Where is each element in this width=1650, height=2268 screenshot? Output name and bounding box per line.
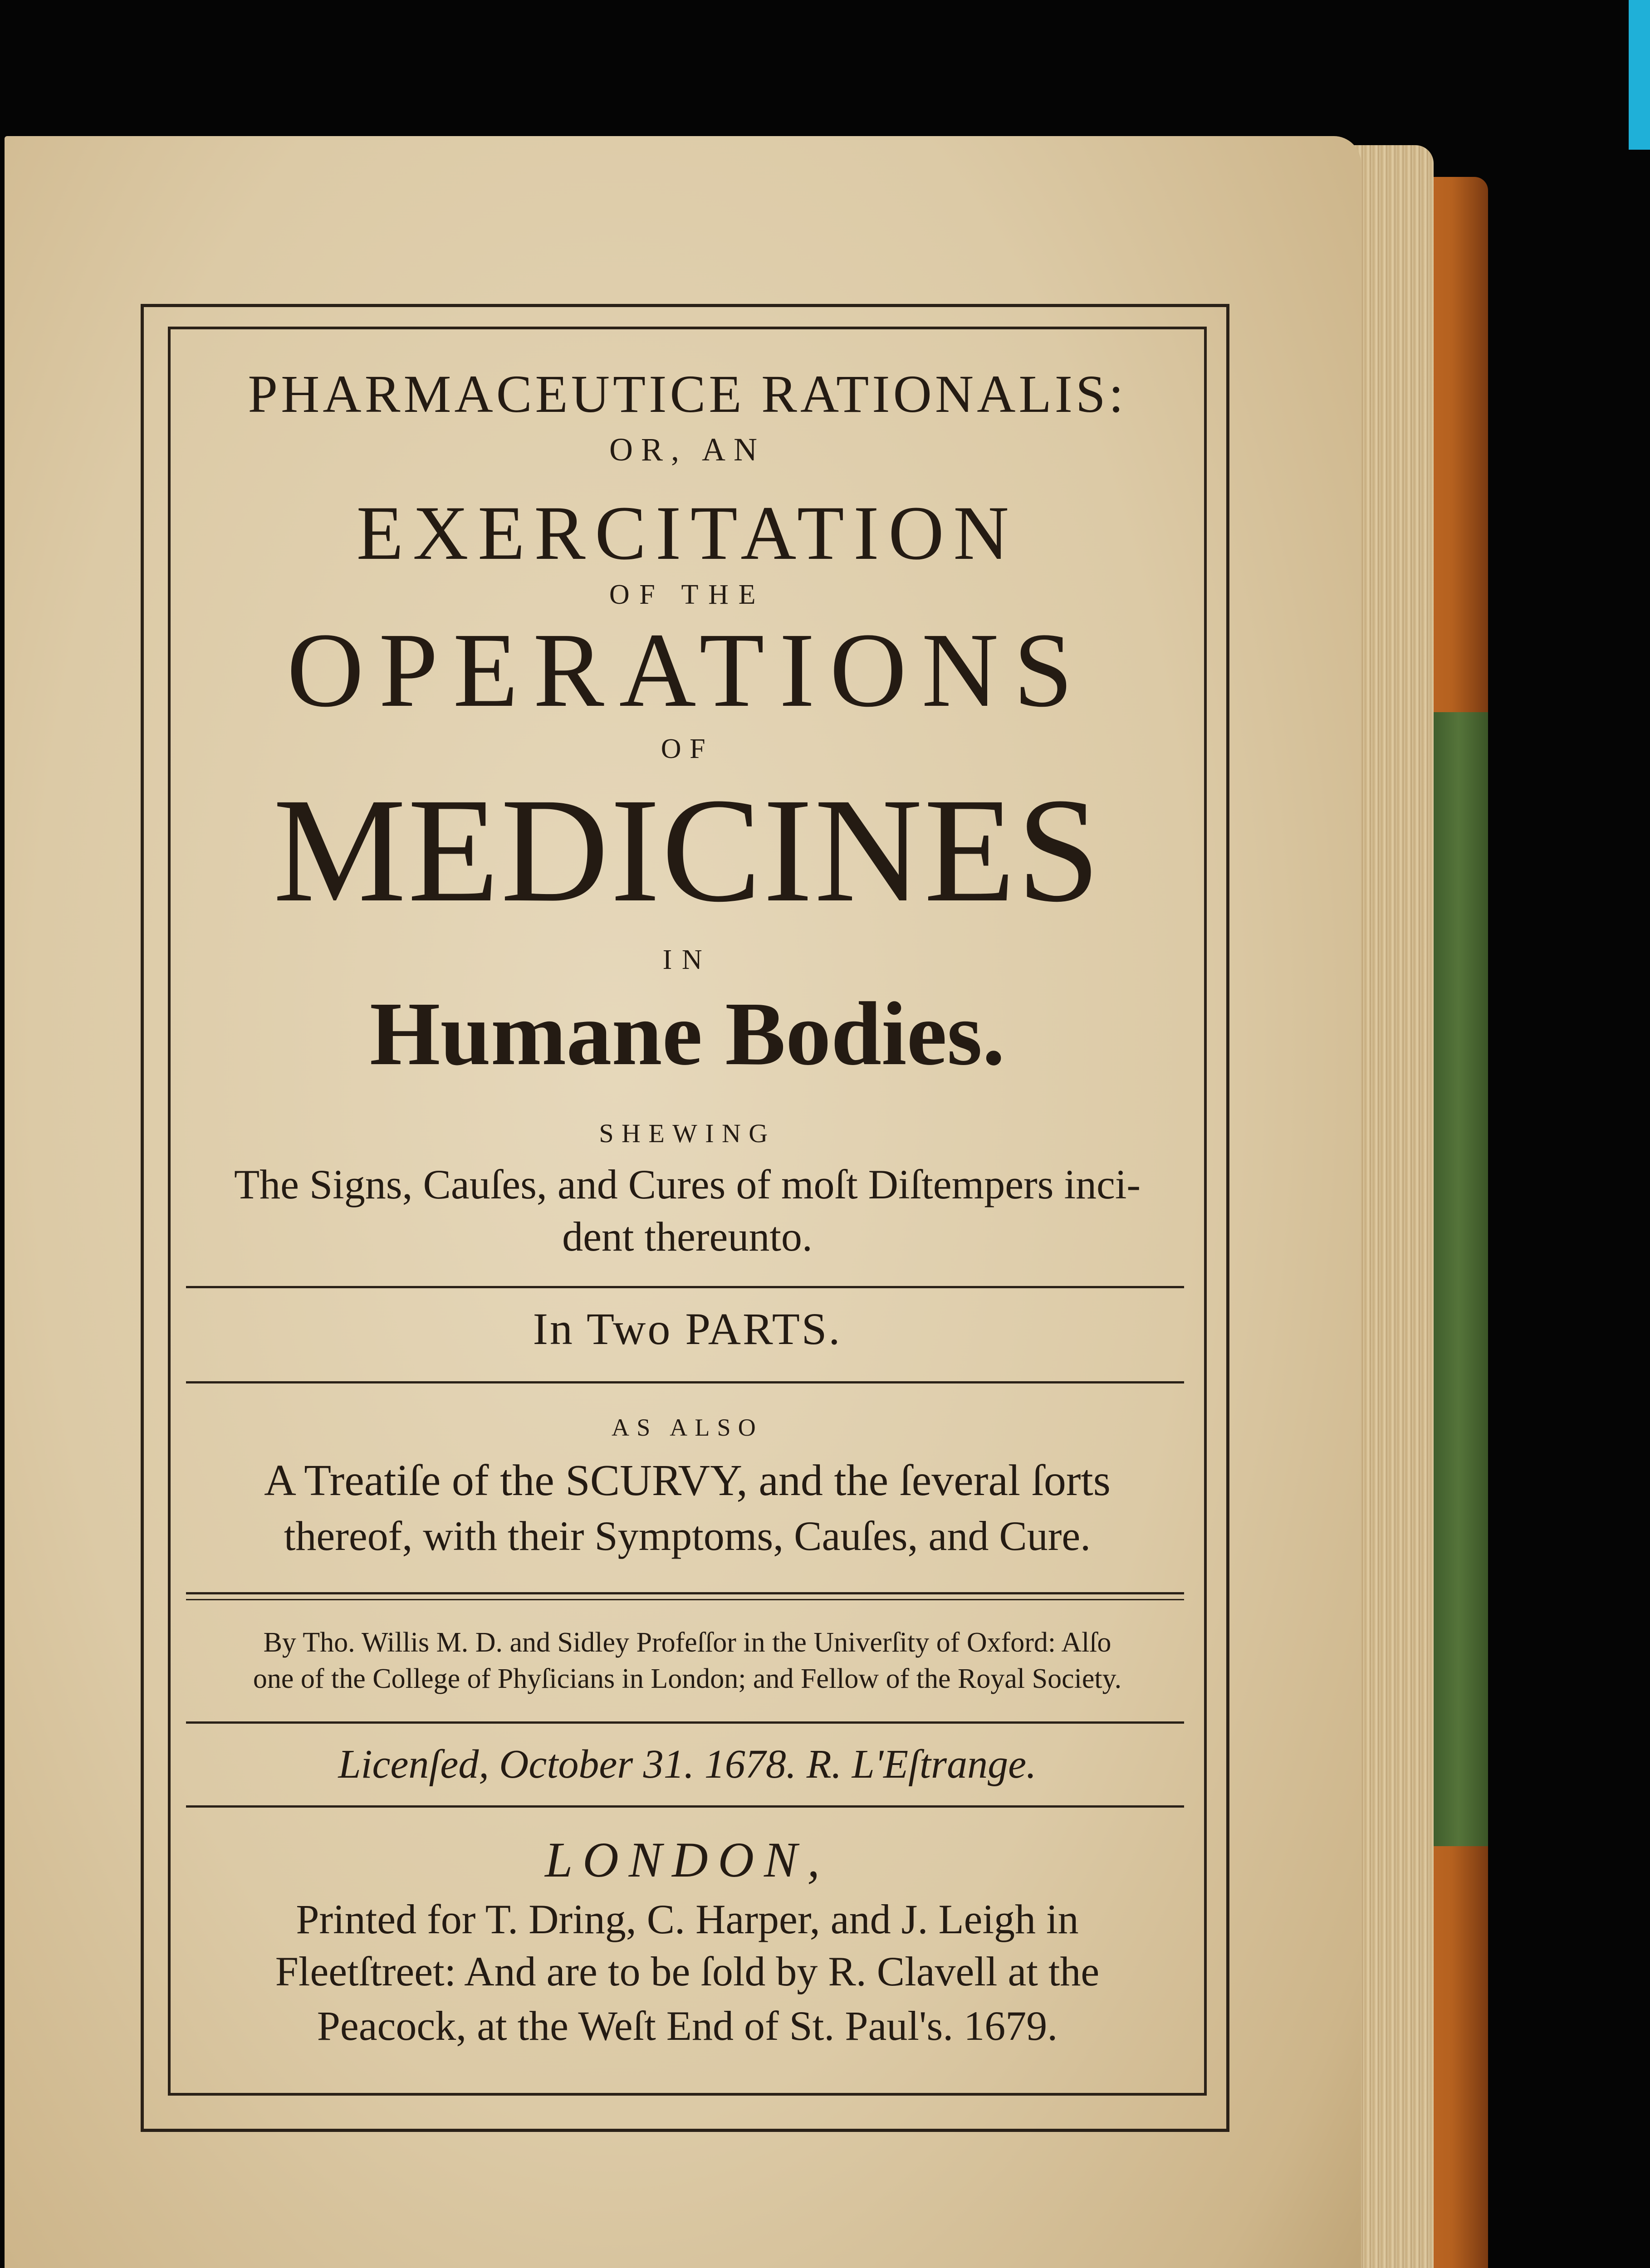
title-line-scurvy-cure: thereof, with their Symptoms, Cauſes, and Cure. — [284, 1513, 1091, 1559]
title-line-pharmaceutice: PHARMACEUTICE RATIONALIS: — [248, 364, 1127, 424]
imprint-line-2: Fleetſtreet: And are to be ſold by R. Clavell at the — [275, 1948, 1100, 1994]
title-line-as-also: AS ALSO — [612, 1414, 763, 1441]
cyan-scan-edge-top — [1629, 0, 1650, 150]
title-line-of-the: OF THE — [609, 579, 766, 610]
title-line-of: OF — [661, 733, 714, 764]
author-line-1: By Tho. Willis M. D. and Sidley Profeſſor in the Univerſity of Oxford: Alſo — [263, 1627, 1111, 1658]
title-line-exercitation: EXERCITATION — [356, 490, 1018, 576]
divider-rule-2 — [186, 1381, 1184, 1383]
title-line-operations: OPERATIONS — [287, 611, 1088, 729]
imprint-line-1: Printed for T. Dring, C. Harper, and J. Leigh in — [296, 1896, 1079, 1942]
title-line-in: IN — [662, 944, 712, 975]
book-spine-label — [1429, 712, 1488, 1846]
title-line-or-an: OR, AN — [609, 431, 766, 468]
divider-rule-3 — [186, 1592, 1184, 1594]
divider-rule-5 — [186, 1805, 1184, 1808]
title-line-shewing: SHEWING — [599, 1119, 776, 1148]
divider-rule-4 — [186, 1721, 1184, 1724]
imprint-city: LONDON, — [545, 1832, 830, 1887]
license-line: Licenſed, October 31. 1678. R. L'Eſtrange. — [338, 1742, 1037, 1787]
title-line-humane-bodies: Humane Bodies. — [369, 984, 1005, 1084]
author-line-2: one of the College of Phyſicians in London; and Fellow of the Royal Society. — [253, 1663, 1122, 1694]
divider-rule-1 — [186, 1286, 1184, 1288]
imprint-line-3: Peacock, at the Weſt End of St. Paul's. 1679. — [317, 2003, 1058, 2049]
title-line-signs-causes: The Signs, Cauſes, and Cures of moſt Diſtempers inci- — [234, 1161, 1141, 1207]
title-line-two-parts: In Two PARTS. — [533, 1304, 842, 1354]
title-line-scurvy: A Treatiſe of the SCURVY, and the ſeveral ſorts — [264, 1456, 1111, 1505]
title-line-dent-thereunto: dent thereunto. — [562, 1213, 813, 1260]
title-line-medicines: MEDICINES — [273, 767, 1102, 933]
